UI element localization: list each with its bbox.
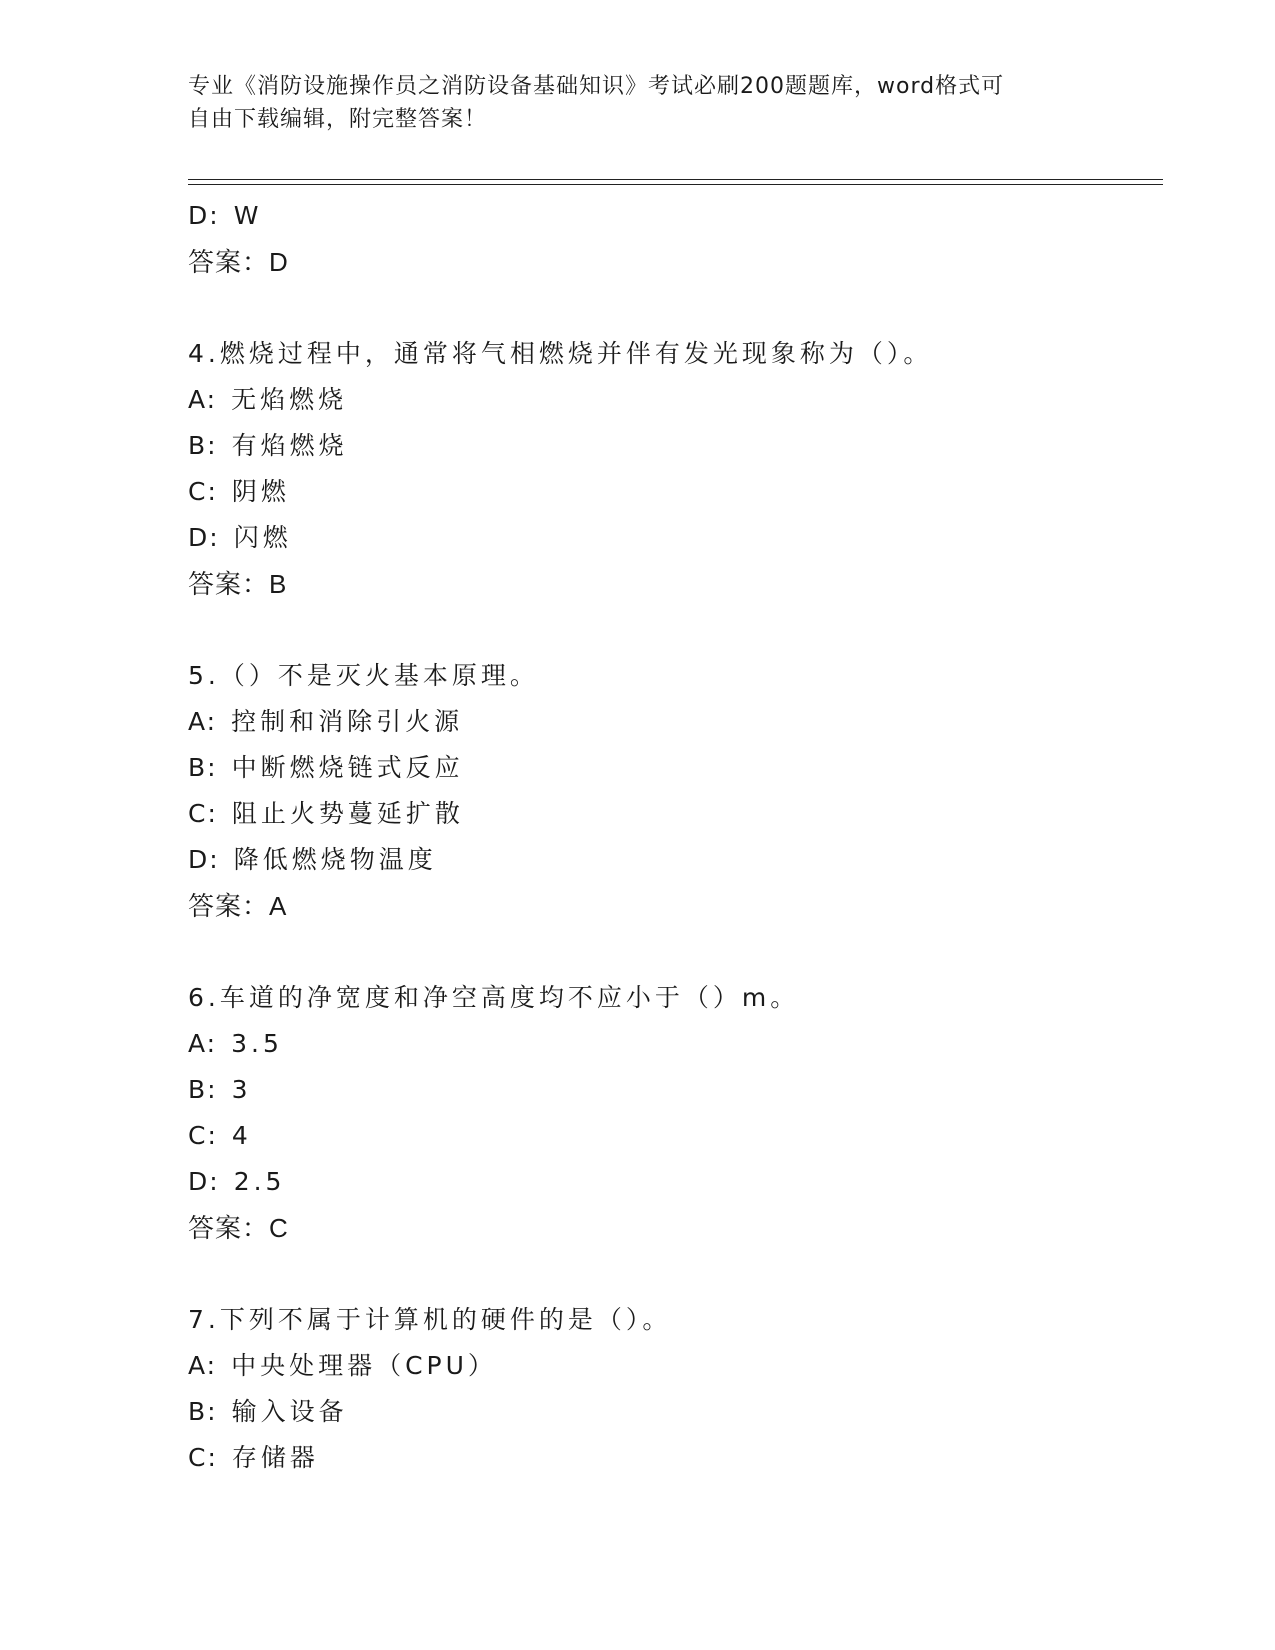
option-row [188,791,1163,837]
answer-line: 答案：C [188,1213,289,1243]
option-label: A: [188,707,218,736]
option-row [188,469,1163,515]
question-stem: 4.燃烧过程中，通常将气相燃烧并伴有发光现象称为（）。 [188,339,933,368]
question-stem: 6.车道的净宽度和净空高度均不应小于（）m。 [188,983,800,1012]
option-row [188,193,1163,239]
question-stem: 5.（）不是灭火基本原理。 [188,661,539,690]
option-text: 4 [231,1121,252,1150]
option-row [188,1021,1163,1067]
option-row [188,1435,1163,1481]
document-header [188,70,1068,136]
option-row [188,515,1163,561]
question-list [188,193,1163,1481]
option-label: C: [188,799,218,828]
header-line-1: 专业《消防设施操作员之消防设备基础知识》考试必刷200题题库，word格式可 [188,74,1005,99]
option-text: 控制和消除引火源 [231,707,464,736]
option-text: 无焰燃烧 [231,385,348,414]
spacer [188,607,1163,653]
option-text: 降低燃烧物温度 [233,845,437,874]
option-row [188,837,1163,883]
option-row [188,1389,1163,1435]
option-text: 闪燃 [233,523,292,552]
answer-line: 答案：B [188,569,288,599]
option-row [188,699,1163,745]
option-row [188,745,1163,791]
option-label: A: [188,385,218,414]
header-rule-bottom [188,184,1163,185]
spacer [188,929,1163,975]
option-label: C: [188,477,218,506]
option-text: 阴燃 [231,477,290,506]
question-4 [188,331,1163,607]
question-stem: 7.下列不属于计算机的硬件的是（）。 [188,1305,672,1334]
option-label: A: [188,1351,218,1380]
option-row [188,1343,1163,1389]
question-6 [188,975,1163,1251]
option-text: 3.5 [231,1029,283,1058]
option-text: 3 [231,1075,252,1104]
header-line-2: 自由下载编辑，附完整答案！ [188,107,488,132]
option-text: 中断燃烧链式反应 [231,753,464,782]
option-label: B: [188,1397,218,1426]
option-text: 存储器 [231,1443,319,1472]
option-label: D: [188,523,220,552]
spacer [188,285,1163,331]
spacer [188,1251,1163,1297]
option-label: C: [188,1121,218,1150]
option-label: B: [188,1075,218,1104]
option-text: 阻止火势蔓延扩散 [231,799,464,828]
question-fragment [188,193,1163,285]
option-label: C: [188,1443,218,1472]
option-row [188,1067,1163,1113]
option-text: W [233,201,263,230]
option-label: D: [188,1167,220,1196]
question-5 [188,653,1163,929]
option-row [188,1113,1163,1159]
option-text: 输入设备 [231,1397,348,1426]
option-label: D: [188,201,220,230]
option-text: 中央处理器（CPU） [231,1351,497,1380]
question-7 [188,1297,1163,1481]
option-label: B: [188,431,218,460]
option-row [188,423,1163,469]
option-text: 2.5 [233,1167,286,1196]
option-row [188,1159,1163,1205]
option-label: B: [188,753,218,782]
option-text: 有焰燃烧 [231,431,348,460]
option-label: A: [188,1029,218,1058]
answer-line: 答案：A [188,891,288,921]
option-label: D: [188,845,220,874]
answer-line: 答案：D [188,247,289,277]
option-row [188,377,1163,423]
header-rule-top [188,179,1163,180]
